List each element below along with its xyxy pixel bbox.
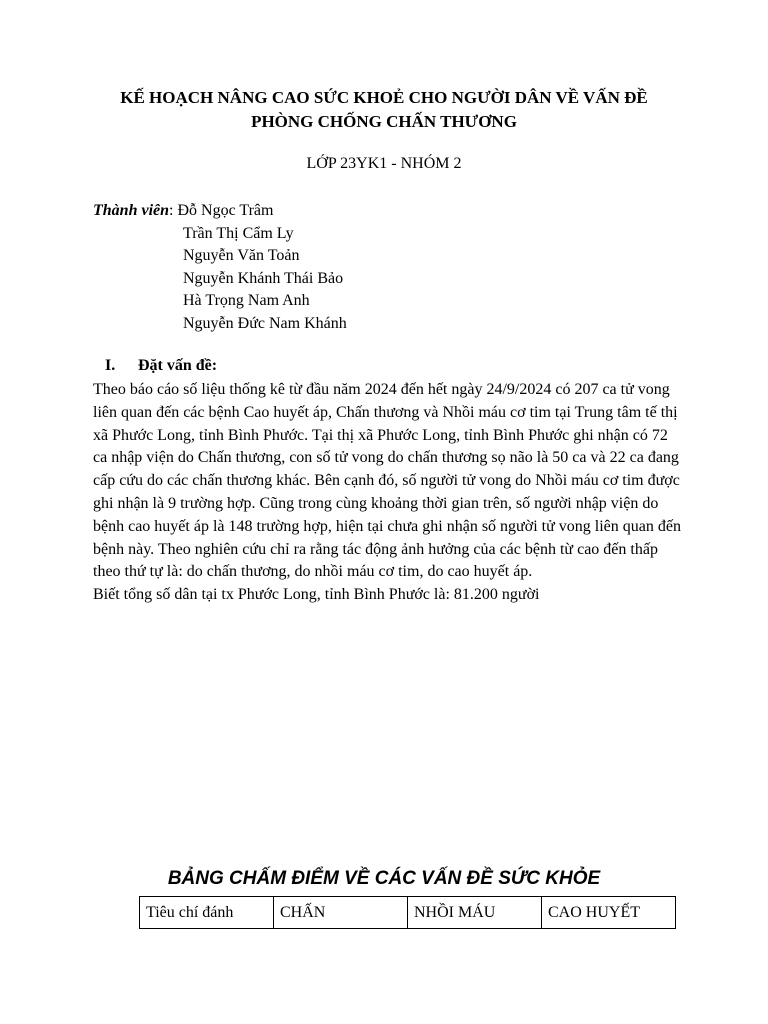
document-title (60, 86, 708, 134)
title-line-1: KẾ HOẠCH NÂNG CAO SỨC KHOẺ CHO NGƯỜI DÂN VỀ VẤN ĐỀ (120, 88, 648, 107)
member-name: Nguyễn Văn Toản (183, 247, 300, 264)
section-body (93, 379, 683, 607)
score-table (139, 896, 676, 929)
member-name: Hà Trọng Nam Anh (183, 292, 310, 309)
members-separator: : (169, 202, 178, 219)
title-line-2: PHÒNG CHỐNG CHẤN THƯƠNG (251, 112, 517, 131)
members-label: Thành viên (93, 202, 170, 219)
class-group-subtitle: LỚP 23YK1 - NHÓM 2 (306, 155, 462, 172)
section-title: Đặt vấn đề: (138, 357, 218, 374)
table-header-cell: Tiêu chí đánh (140, 897, 274, 929)
member-name: Nguyễn Đức Nam Khánh (183, 314, 347, 332)
table-header-cell: CAO HUYẾT (542, 897, 676, 929)
member-name: Đỗ Ngọc Trâm (177, 202, 274, 219)
member-name: Trần Thị Cẩm Ly (183, 224, 294, 242)
body-paragraph: Theo báo cáo số liệu thống kê từ đầu năm 2024 đến hết ngày 24/9/2024 có 207 ca tử vong liên quan đến các bệnh Cao huyết áp, Chấn thương và Nhồi máu cơ tim tại Trung tâm tế thị xã Phước Long, tỉnh Bình Phước. Tại thị xã Phước Long, tỉnh Bình Phước ghi nhận có 72 ca nhập viện do Chấn thương, con số tử vong do chấn thương sọ não là 50 ca và 22 ca đang cấp cứu do các chấn thương khác. Bên cạnh đó, số người tử vong do Nhồi máu cơ tim được ghi nhận là 9 trường hợp. Cũng trong cùng khoảng thời gian trên, số người nhập viện do bệnh cao huyết áp là 148 trường hợp, hiện tại chưa ghi nhận số người tử vong liên quan đến bệnh này. Theo nghiên cứu chỉ ra rằng tác động ảnh hưởng của các bệnh từ cao đến thấp theo thứ tự là: do chấn thương, do nhồi máu cơ tim, do cao huyết áp. (93, 381, 681, 581)
members-list (93, 200, 347, 335)
body-paragraph: Biết tổng số dân tại tx Phước Long, tỉnh Bình Phước là: 81.200 người (93, 586, 540, 604)
member-name: Nguyễn Khánh Thái Bảo (183, 269, 344, 287)
table-header-cell: CHẤN (274, 897, 408, 929)
section-number: I. (105, 357, 116, 374)
table-row (140, 897, 676, 929)
members-first-line (93, 200, 347, 223)
table-title: BẢNG CHẤM ĐIỂM VỀ CÁC VẤN ĐỀ SỨC KHỎE (167, 868, 601, 889)
table-header-cell: NHỒI MÁU (408, 897, 542, 929)
section-heading (105, 357, 217, 375)
